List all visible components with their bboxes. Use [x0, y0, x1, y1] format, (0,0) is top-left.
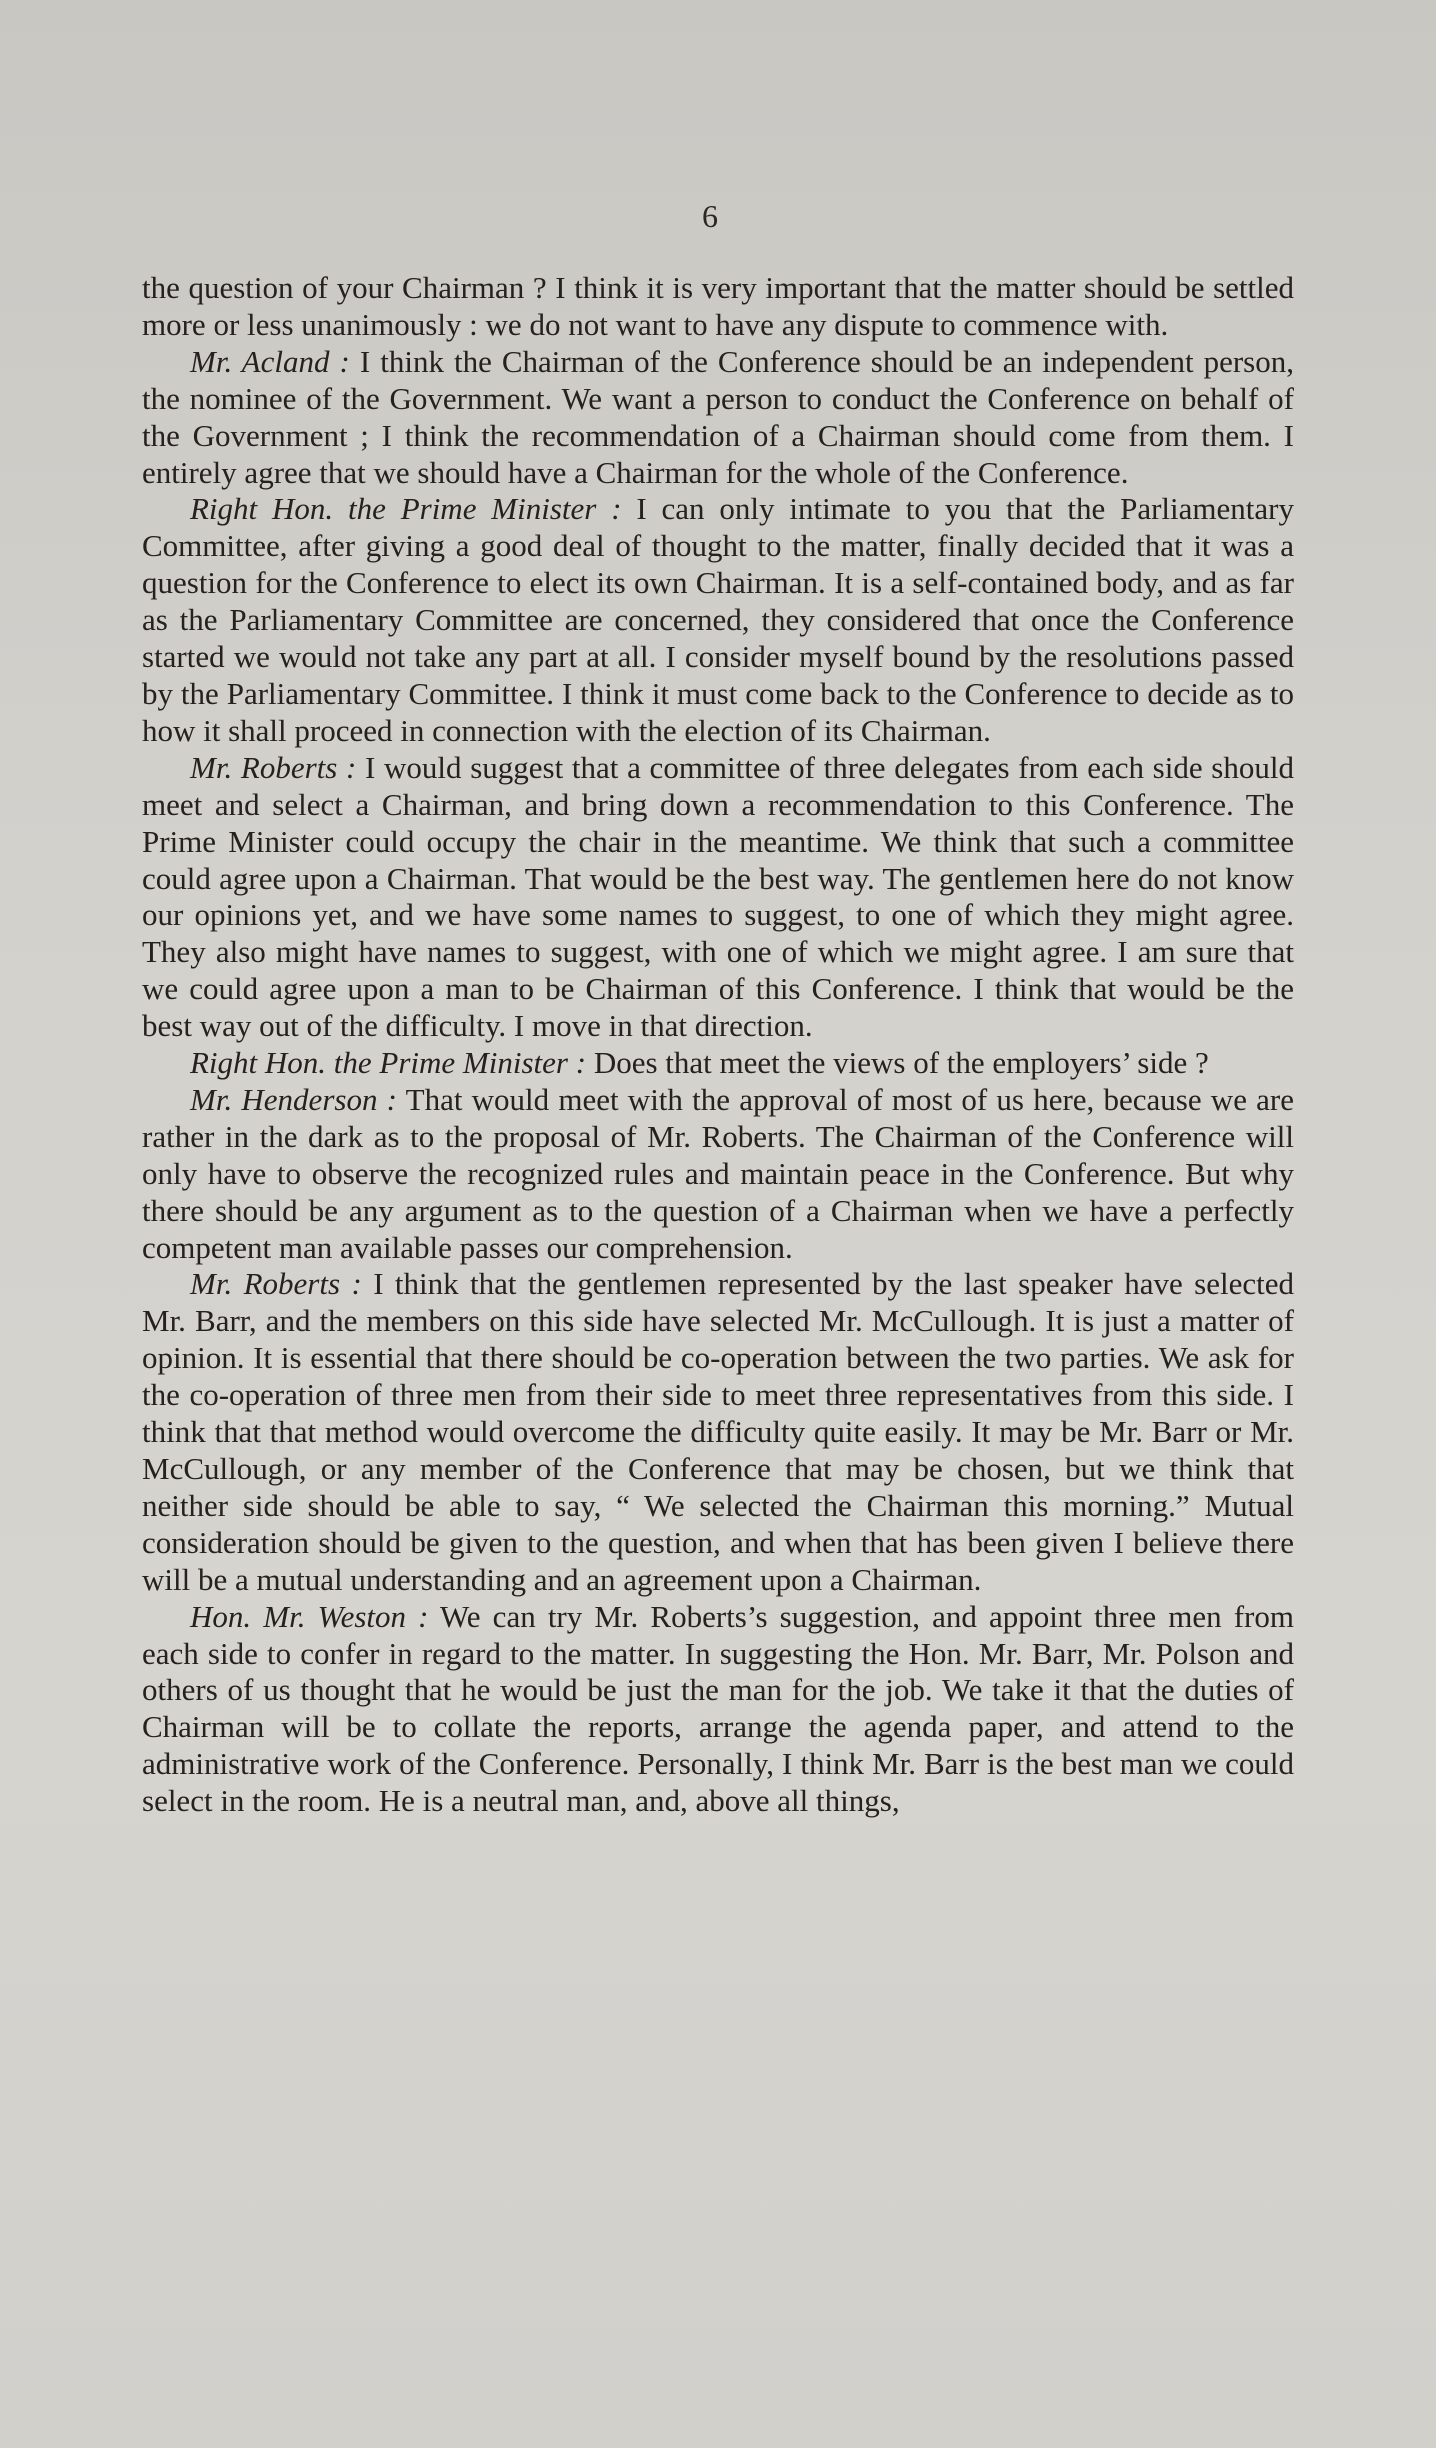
speech-text: I would suggest that a committee of three delegates from each side should meet and select a Chairman, and bring down a recommendation to this Conference. The Prime Minister could occupy the chair in the meantime. We think that such a committee could agree upon a Chairman. That would be the best way. The gentlemen here do not know our opinions yet, and we have some names to suggest, to one of which they might agree. They also might have names to suggest, with one of which we might agree. I am sure that we could agree upon a man to be Chairman of this Conference. I think that would be the best way out of the difficulty. I move in that direction.: [142, 749, 1294, 1044]
paragraph-roberts-reply: [142, 1266, 1294, 1598]
paragraph-roberts: [142, 750, 1294, 1045]
speaker-name: Mr. Acland :: [190, 343, 350, 379]
speech-text: We can try Mr. Roberts’s suggestion, and appoint three men from each side to confer in regard to the matter. In suggesting the Hon. Mr. Barr, Mr. Polson and others of us thought that he would be just the man for the job. We take it that the duties of Chairman will be to collate the reports, arrange the agenda paper, and attend to the administrative work of the Conference. Personally, I think Mr. Barr is the best man we could select in the room. He is a neutral man, and, above all things,: [142, 1598, 1294, 1819]
paragraph-weston: [142, 1599, 1294, 1820]
speech-text: I think the Chairman of the Conference should be an independent person, the nominee of the Government. We want a person to conduct the Conference on behalf of the Government ; I think the recommendation of a Chairman should come from them. I entirely agree that we should have a Chairman for the whole of the Conference.: [142, 343, 1294, 490]
speaker-name: Hon. Mr. Weston :: [190, 1598, 429, 1634]
speech-text: Does that meet the views of the employers’ side ?: [586, 1045, 1209, 1081]
paragraph-prime-minister: [142, 491, 1294, 749]
paragraph-continuation: [142, 270, 1294, 344]
speech-text: That would meet with the approval of most of us here, because we are rather in the dark as to the proposal of Mr. Roberts. The Chairman of the Conference will only have to observe the recognized rules and maintain peace in the Conference. But why there should be any argument as to the question of a Chairman when we have a perfectly competent man available passes our comprehension.: [142, 1081, 1294, 1265]
speaker-name: Mr. Roberts :: [190, 1266, 362, 1302]
speech-text: the question of your Chairman ? I think it is very important that the matter should be settled more or less unanimously : we do not want to have any dispute to commence with.: [142, 270, 1294, 342]
transcript-body: [142, 270, 1294, 1820]
page-number: 6: [702, 198, 718, 234]
speech-text: I can only intimate to you that the Parliamentary Committee, after giving a good deal of thought to the matter, finally decided that it was a question for the Conference to elect its own Chairman. It is a self-contained body, and as far as the Parliamentary Committee are concerned, they considered that once the Conference started we would not take any part at all. I consider myself bound by the resolutions passed by the Parliamentary Committee. I think it must come back to the Conference to decide as to how it shall proceed in connection with the election of its Chairman.: [142, 491, 1294, 748]
speech-text: I think that the gentlemen represented by the last speaker have selected Mr. Barr, and the members on this side have selected Mr. McCullough. It is just a matter of opinion. It is essential that there should be co-operation between the two parties. We ask for the co-operation of three men from their side to meet three representatives from this side. I think that that method would overcome the difficulty quite easily. It may be Mr. Barr or Mr. McCullough, or any member of the Conference that may be chosen, but we think that neither side should be able to say, “ We selected the Chairman this morning.” Mutual consideration should be given to the question, and when that has been given I believe there will be a mutual understanding and an agreement upon a Chairman.: [142, 1266, 1294, 1597]
paragraph-acland: [142, 344, 1294, 492]
speaker-name: Mr. Roberts :: [190, 749, 357, 785]
paragraph-prime-minister-question: [142, 1045, 1294, 1082]
speaker-name: Mr. Henderson :: [190, 1081, 397, 1117]
paragraph-henderson: [142, 1082, 1294, 1267]
speaker-name: Right Hon. the Prime Minister :: [190, 1045, 587, 1081]
speaker-name: Right Hon. the Prime Minister :: [190, 491, 622, 527]
